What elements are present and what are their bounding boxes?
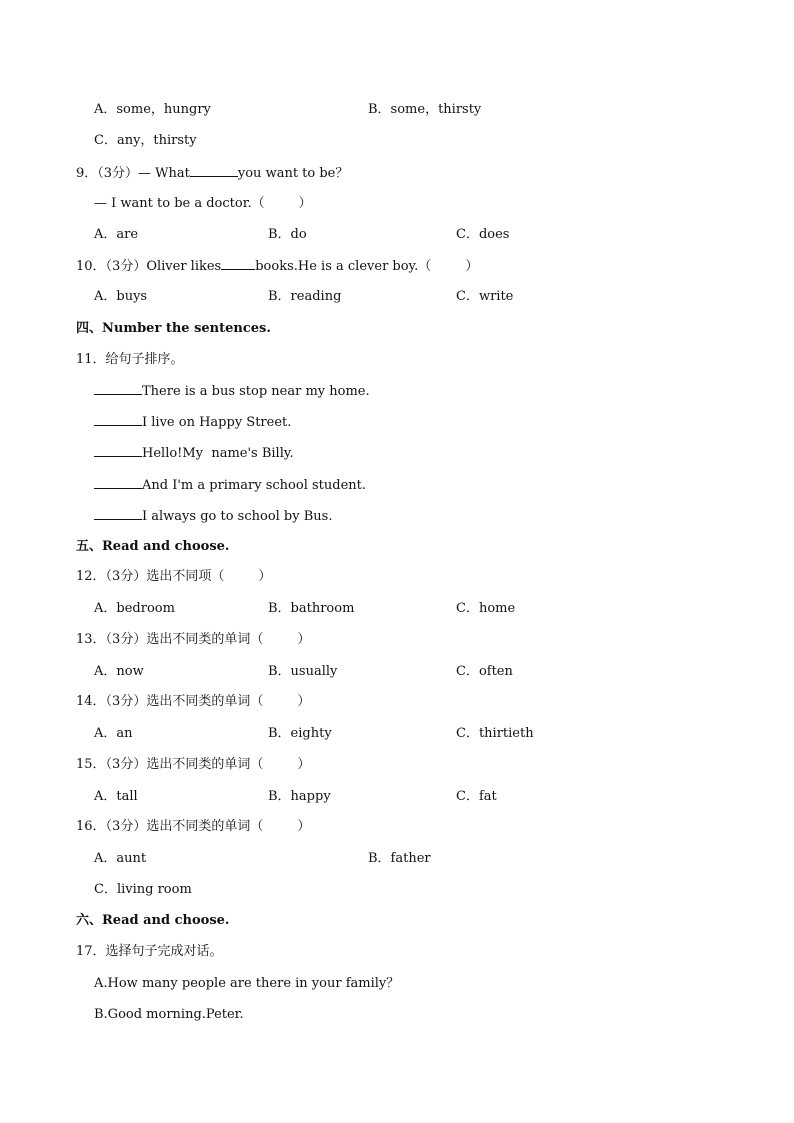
q11-sentence: And I'm a primary school student. xyxy=(94,476,366,494)
q11-blank xyxy=(94,413,142,426)
q11-blank xyxy=(94,444,142,457)
q11-blank xyxy=(94,382,142,395)
q16-option-a: A．aunt xyxy=(94,851,147,866)
q10-prompt: 10．（3分）Oliver likes books.He is a clever boy.（ ） xyxy=(76,259,479,274)
q17-choice: A.How many people are there in your family？ xyxy=(94,976,400,991)
q11-blank xyxy=(94,507,142,520)
q15-option-a: A．tall xyxy=(94,789,138,804)
q17-choice: B.Good morning.Peter. xyxy=(94,1007,244,1022)
q13-prompt: 13．（3分）选出不同类的单词（ ） xyxy=(76,632,311,647)
q14-option-b: B．eighty xyxy=(268,726,332,741)
q13-option-c: C．often xyxy=(456,664,513,679)
q9-blank xyxy=(190,164,238,177)
q11-sentence: There is a bus stop near my home. xyxy=(94,382,370,400)
q9-option-c: C．does xyxy=(456,227,510,242)
q10-option-b: B．reading xyxy=(268,289,342,304)
q13-option-a: A．now xyxy=(94,664,144,679)
q8-option-b: B．some，thirsty xyxy=(368,102,482,117)
q10-option-a: A．buys xyxy=(94,289,148,304)
q12-option-a: A．bedroom xyxy=(94,601,175,616)
section-4-heading: 四、Number the sentences. xyxy=(76,321,271,336)
q11-sentence: I always go to school by Bus. xyxy=(94,507,332,525)
q11-prompt: 11．给句子排序。 xyxy=(76,352,184,367)
q16-prompt: 16．（3分）选出不同类的单词（ ） xyxy=(76,819,311,834)
q12-prompt: 12．（3分）选出不同项（ ） xyxy=(76,569,272,584)
q10-blank xyxy=(221,257,255,270)
section-5-heading: 五、Read and choose. xyxy=(76,539,230,554)
q9-option-a: A．are xyxy=(94,227,139,242)
section-6-heading: 六、Read and choose. xyxy=(76,913,230,928)
q11-blank xyxy=(94,476,142,489)
q8-option-a: A．some，hungry xyxy=(94,102,211,117)
q16-option-b: B．father xyxy=(368,851,431,866)
q9-option-b: B．do xyxy=(268,227,307,242)
q16-option-c: C．living room xyxy=(94,882,192,897)
q14-option-a: A．an xyxy=(94,726,133,741)
q11-sentence: Hello!My name's Billy. xyxy=(94,444,294,462)
q14-prompt: 14．（3分）选出不同类的单词（ ） xyxy=(76,694,311,709)
q9-answer-line: — I want to be a doctor.（ ） xyxy=(94,196,312,211)
q14-option-c: C．thirtieth xyxy=(456,726,534,741)
q10-option-c: C．write xyxy=(456,289,514,304)
q17-prompt: 17．选择句子完成对话。 xyxy=(76,944,223,959)
q15-prompt: 15．（3分）选出不同类的单词（ ） xyxy=(76,757,311,772)
q11-sentence: I live on Happy Street. xyxy=(94,413,291,431)
q13-option-b: B．usually xyxy=(268,664,338,679)
q15-option-c: C．fat xyxy=(456,789,497,804)
q9-prompt: 9．（3分）— What you want to be？ xyxy=(76,166,349,181)
q12-option-c: C．home xyxy=(456,601,516,616)
q8-option-c: C．any，thirsty xyxy=(94,133,197,148)
q15-option-b: B．happy xyxy=(268,789,331,804)
q12-option-b: B．bathroom xyxy=(268,601,355,616)
